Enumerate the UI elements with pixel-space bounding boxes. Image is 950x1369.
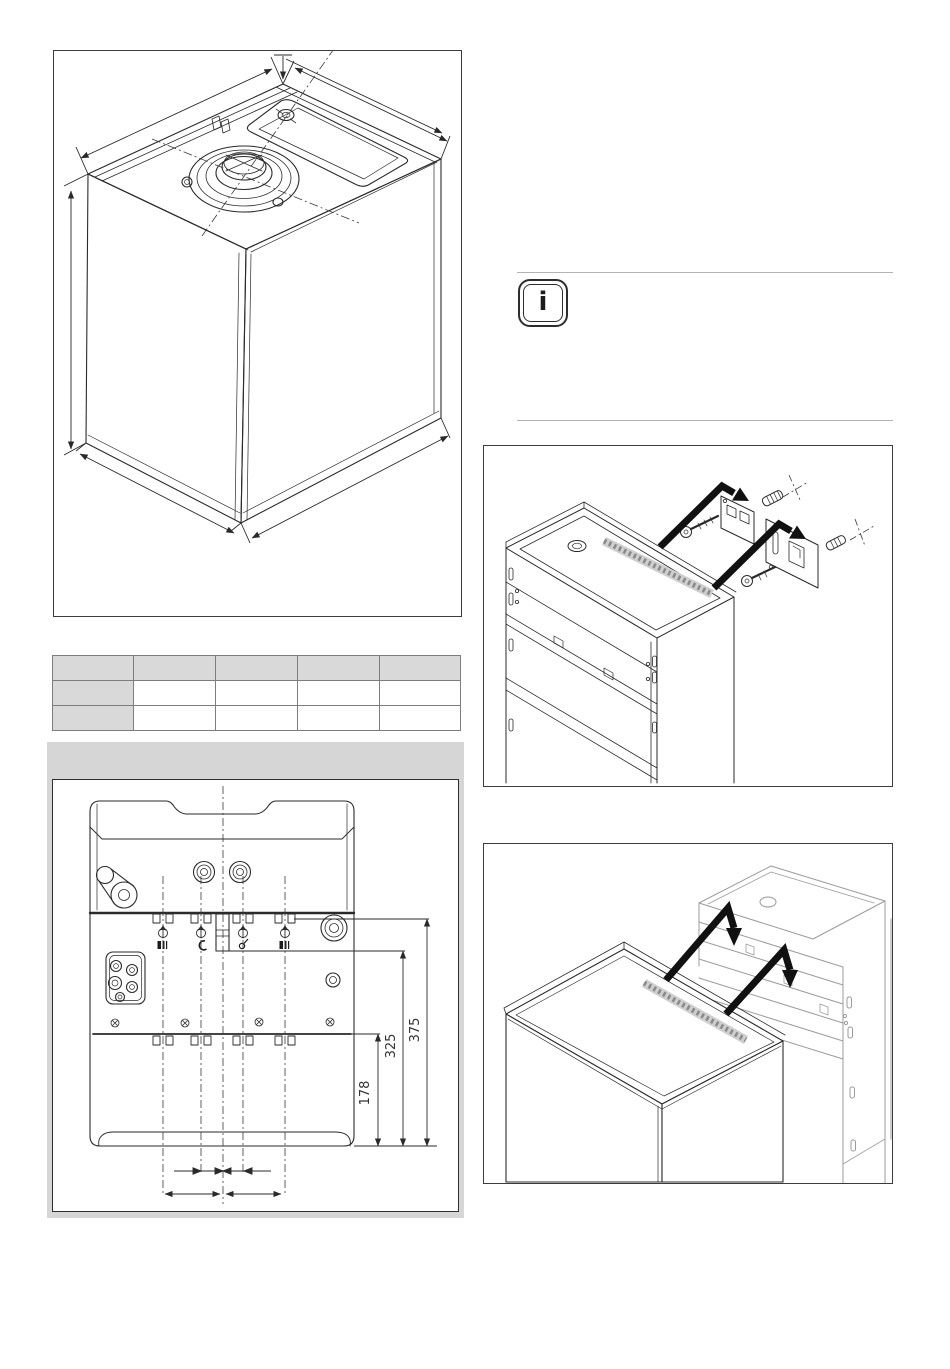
table-cell [298, 706, 380, 731]
dimension-325: 325 [384, 1033, 399, 1059]
table-cell [53, 681, 134, 706]
dimension-178: 178 [358, 1080, 373, 1106]
bracket-mounting-drawing [484, 446, 892, 786]
figure-boiler-bottom-view [52, 779, 459, 1212]
table-cell [380, 681, 461, 706]
table-cell [216, 681, 298, 706]
table-cell [216, 706, 298, 731]
bottom-view-drawing [53, 780, 458, 1211]
figure-boiler-isometric [53, 50, 462, 617]
table-row [53, 706, 461, 731]
table-cell [53, 706, 134, 731]
table-cell [216, 656, 298, 681]
info-icon [523, 284, 563, 322]
table-cell [298, 656, 380, 681]
info-note-icon [518, 279, 568, 327]
table-cell [380, 656, 461, 681]
table-cell [380, 706, 461, 731]
boiler-isometric-drawing [54, 51, 461, 616]
hanging-boiler-drawing [484, 844, 892, 1183]
table-cell [298, 681, 380, 706]
table-header-row [53, 656, 461, 681]
dimension-375: 375 [408, 1017, 423, 1043]
table-cell [53, 656, 134, 681]
divider-rule-top [517, 272, 893, 273]
table-cell [134, 706, 216, 731]
figure-bracket-mounting [483, 445, 893, 787]
table-cell [134, 681, 216, 706]
spec-table [52, 655, 461, 731]
table-cell [134, 656, 216, 681]
table-row [53, 681, 461, 706]
divider-rule-bottom [517, 420, 893, 421]
info-glyph: i [538, 287, 548, 317]
figure-hanging-boiler [483, 843, 893, 1184]
